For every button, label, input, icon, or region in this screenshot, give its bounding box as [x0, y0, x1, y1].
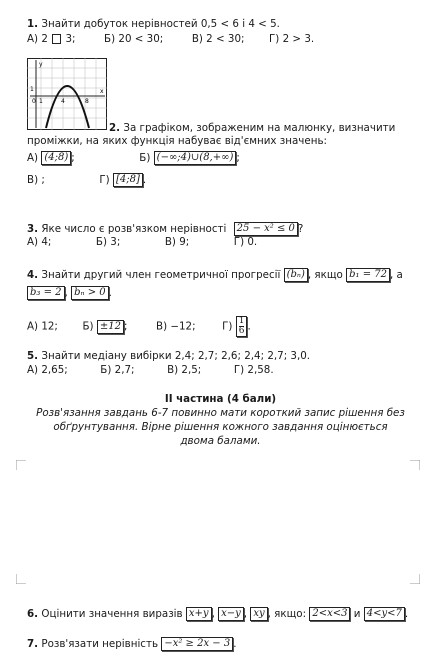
graph-x-label: x	[100, 88, 104, 95]
q1-option-v: В) 2 < 30;	[191, 33, 245, 45]
question-1	[27, 18, 280, 31]
corner-mark-top-left	[16, 460, 26, 470]
q4-if-word: , якщо	[307, 269, 343, 281]
q4-option-v: В) −12;	[156, 320, 196, 333]
q7-text: Розв'язати нерівність	[41, 638, 159, 650]
part2-line2: обґрунтування. Вірне рішення кожного завдання оцінюється	[53, 421, 388, 433]
q4-option-a: А) 12;	[27, 320, 58, 333]
q5-option-v: В) 2,5;	[167, 364, 202, 376]
q2-option-b-label: Б)	[139, 152, 151, 164]
q5-option-g: Г) 2,58.	[233, 364, 274, 376]
q3-text: Яке число є розв'язком нерівності	[41, 223, 227, 235]
q2-graph	[27, 58, 107, 130]
q3-expr: 25 − x² ≤ 0	[234, 222, 298, 236]
graph-tick-1: 1	[30, 86, 34, 93]
q2-line2: проміжки, на яких функція набуває від'ємних значень:	[27, 135, 327, 147]
part2-line3: двома балами.	[180, 435, 261, 447]
q2-number: 2.	[109, 122, 121, 134]
q5-options	[27, 364, 274, 377]
question-3	[27, 222, 303, 236]
part2-line1: Розв'язання завдань 6-7 повинно мати короткий запис рішення без	[36, 407, 405, 419]
q4-cond3: bₙ > 0	[71, 286, 109, 300]
q6-mid: , якщо:	[267, 608, 307, 620]
graph-tick-0: 0	[32, 98, 36, 105]
q1-options	[27, 33, 314, 46]
q3-options	[27, 236, 257, 249]
q2-option-g-label: Г)	[99, 174, 110, 186]
q4-option-b-label: Б)	[82, 320, 94, 333]
q5-text: Знайти медіану вибірки 2,4; 2,7; 2,6; 2,4; 2,7; 3,0.	[41, 350, 311, 362]
q6-expr-prod: xy	[250, 607, 267, 621]
q2-options-row2: В) ; Г) [4;8] .	[27, 174, 147, 186]
q4-cond2: b₃ = 2	[27, 286, 65, 300]
parabola-graph	[27, 58, 107, 130]
graph-y-label: y	[39, 61, 43, 68]
q7-expr: −x² ≥ 2x − 3	[161, 637, 233, 651]
q3-option-v: В) 9;	[164, 236, 190, 248]
part2-title: ІІ частина (4 бали)	[164, 393, 277, 405]
q4-number: 4.	[27, 269, 39, 281]
q6-expr-sum: x+y	[186, 607, 212, 621]
q3-option-g: Г) 0.	[233, 236, 258, 248]
corner-mark-top-right	[410, 460, 420, 470]
q3-tail: ?	[297, 223, 304, 235]
q6-cond2: 4<y<7	[364, 607, 405, 621]
q4-option-b-expr: ±12	[97, 320, 124, 334]
q3-number: 3.	[27, 223, 39, 235]
q4-seq: (bₙ)	[284, 268, 308, 282]
q2-option-a-label: А)	[27, 152, 39, 164]
q4-option-g-label: Г)	[222, 320, 233, 333]
q4-text: Знайти другий член геометричної прогресії	[41, 269, 281, 281]
q1-option-a-box	[52, 34, 61, 44]
q6-text: Оцінити значення виразів	[41, 608, 183, 620]
q2-line1: За графіком, зображеним на малюнку, визначити	[123, 122, 396, 134]
corner-mark-bottom-left	[16, 574, 26, 584]
q7-number: 7.	[27, 638, 39, 650]
q1-option-a: А) 2	[27, 33, 48, 45]
q6-expr-diff: x−y	[218, 607, 244, 621]
q2-option-a-expr: (4;8)	[41, 151, 71, 165]
q1-option-a-tail: 3;	[65, 33, 76, 45]
q5-number: 5.	[27, 350, 39, 362]
q6-number: 6.	[27, 608, 39, 620]
graph-tick-8: 8	[85, 98, 89, 105]
question-5	[27, 350, 310, 363]
q4-conditions: b₃ = 2 , bₙ > 0 .	[27, 286, 112, 300]
q2-option-g-expr: [4;8]	[113, 173, 143, 187]
question-7: 7. Розв'язати нерівність −x² ≥ 2x − 3 .	[27, 638, 237, 650]
q1-option-b: Б) 20 < 30;	[104, 33, 164, 45]
q3-option-b: Б) 3;	[95, 236, 121, 248]
question-2	[109, 122, 395, 135]
graph-tick-x1: 1	[39, 98, 43, 105]
q4-option-g-fraction	[236, 316, 248, 337]
question-6: 6. Оцінити значення виразів x+y , x−y , xy , якщо: 2<x<3 и 4<y<7 .	[27, 608, 409, 620]
q4-options: А) 12; Б) ±12 ; В) −12; Г) $\frac{1}{6}$ .	[27, 316, 251, 336]
q1-number: 1.	[27, 18, 39, 30]
q1-option-g: Г) 2 > 3.	[269, 33, 315, 45]
q6-and: и	[353, 608, 361, 620]
q4-option-g-numerator: 1	[238, 316, 245, 326]
q6-cond1: 2<x<3	[309, 607, 350, 621]
q2-option-b-expr: (−∞;4)∪(8,+∞)	[154, 151, 237, 165]
corner-mark-bottom-right	[410, 574, 420, 584]
q5-option-b: Б) 2,7;	[100, 364, 135, 376]
q4-option-g-denominator: 6	[238, 326, 245, 336]
q3-option-a: А) 4;	[27, 236, 52, 248]
q1-text: Знайти добуток нерівностей 0,5 < 6 і 4 < 5.	[41, 18, 280, 30]
question-4	[27, 268, 403, 282]
q4-cond1: b₁ = 72	[346, 268, 390, 282]
graph-tick-4: 4	[61, 98, 65, 105]
q2-option-v-label: В) ;	[27, 174, 45, 186]
q2-options-row1: А) (4;8) ; Б) (−∞;4)∪(8,+∞) ;	[27, 152, 240, 164]
q4-and-word: , а	[390, 269, 403, 281]
q5-option-a: А) 2,65;	[27, 364, 68, 376]
